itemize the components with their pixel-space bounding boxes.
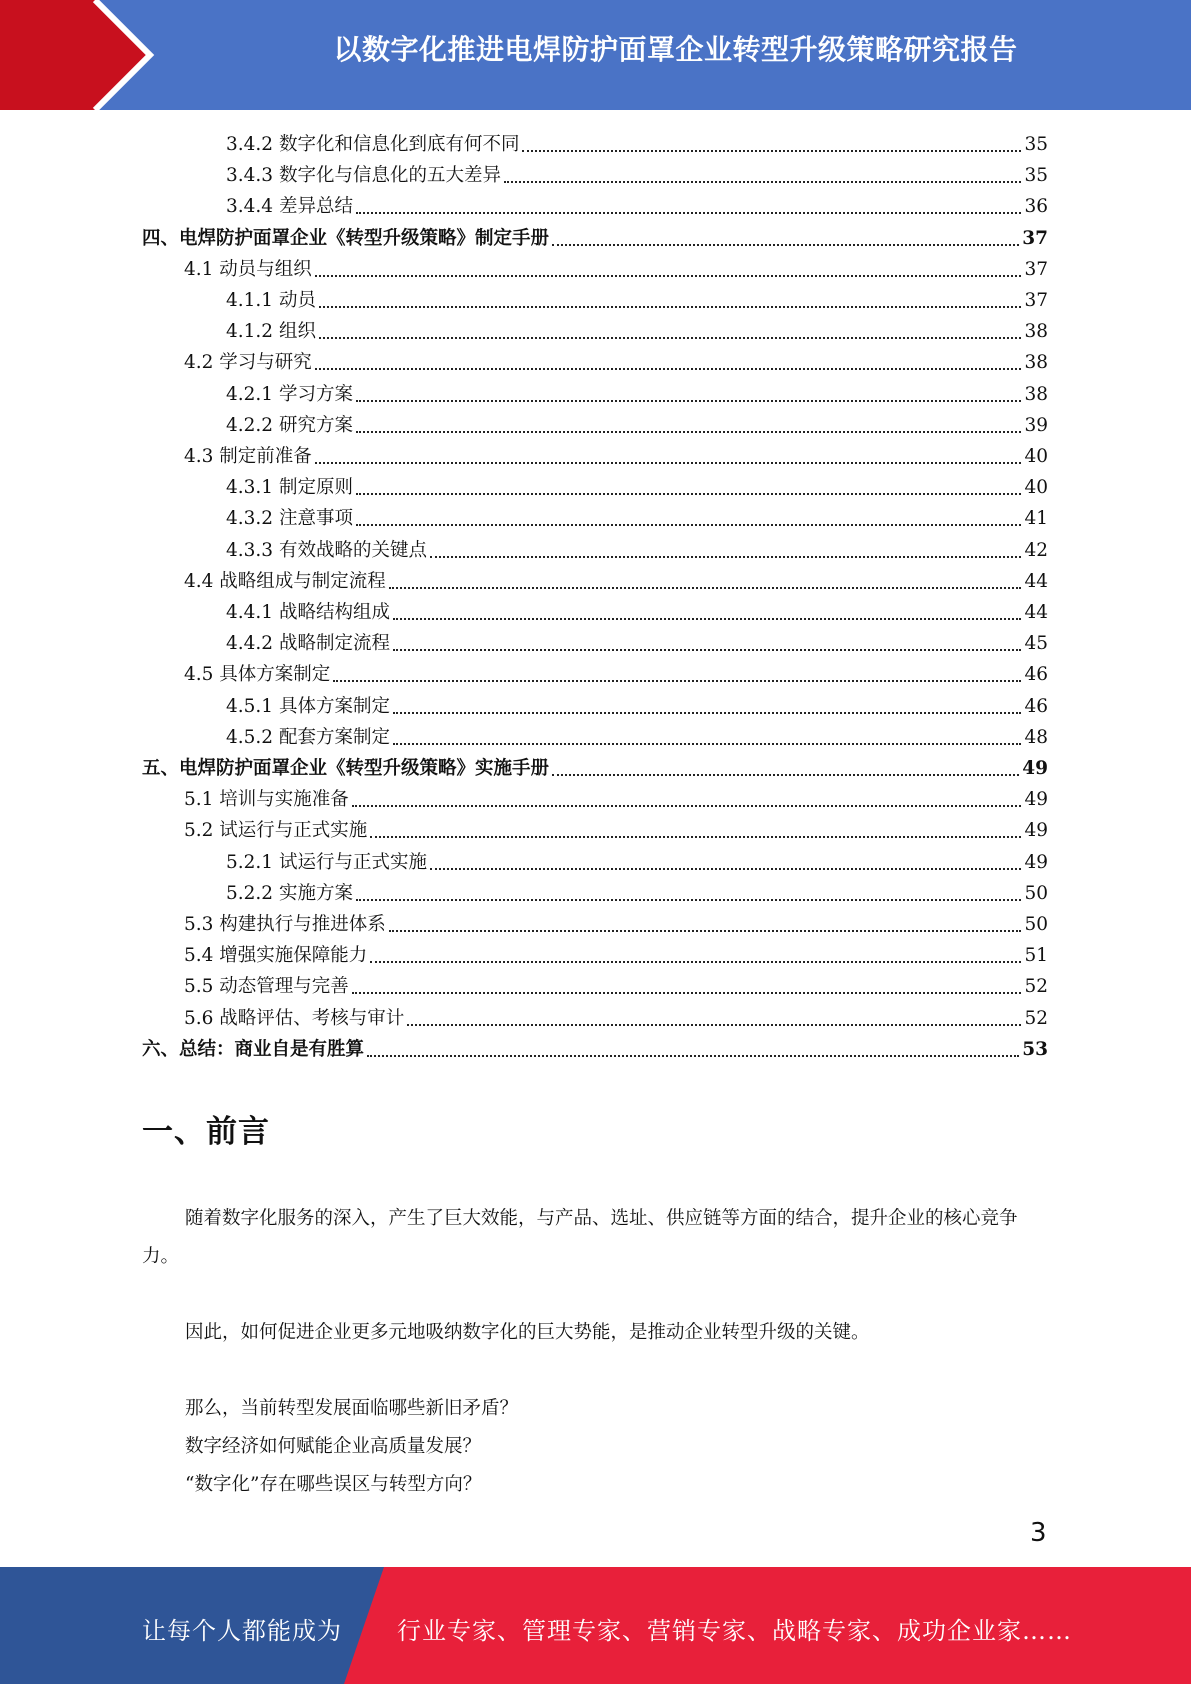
toc-entry-page: 50 <box>1024 882 1048 904</box>
toc-dot-leader <box>389 929 1022 932</box>
toc-entry-label: 4.5 具体方案制定 <box>184 664 331 686</box>
toc-entry-page: 42 <box>1024 539 1048 561</box>
toc-dot-leader <box>356 898 1022 901</box>
toc-dot-leader <box>393 648 1021 651</box>
toc-entry[interactable] <box>226 688 1048 719</box>
toc-entry-page: 44 <box>1024 570 1048 592</box>
toc-entry[interactable] <box>184 251 1048 282</box>
footer-slogan-left: 让每个人都能成为 <box>142 1617 342 1645</box>
toc-dot-leader <box>393 617 1021 620</box>
toc-dot-leader <box>389 586 1022 589</box>
toc-entry-page: 41 <box>1024 508 1048 530</box>
toc-entry-page: 37 <box>1024 258 1048 280</box>
toc-entry-label: 五、电焊防护面罩企业《转型升级策略》实施手册 <box>142 758 550 779</box>
toc-entry-page: 38 <box>1024 383 1048 405</box>
toc-dot-leader <box>352 804 1022 807</box>
toc-entry-label: 4.2.1 学习方案 <box>226 383 353 405</box>
toc-entry[interactable] <box>142 750 1048 781</box>
question-2: 数字经济如何赋能企业高质量发展？ <box>185 1436 482 1457</box>
toc-entry-page: 46 <box>1024 695 1048 717</box>
toc-entry[interactable] <box>184 656 1048 687</box>
toc-entry-label: 3.4.4 差异总结 <box>226 196 353 218</box>
toc-entry[interactable] <box>184 1000 1048 1031</box>
toc-entry-label: 4.3 制定前准备 <box>184 446 312 467</box>
toc-entry-label: 5.1 培训与实施准备 <box>184 789 349 811</box>
toc-dot-leader <box>370 835 1021 838</box>
toc-entry-label: 4.1 动员与组织 <box>184 258 312 280</box>
toc-entry[interactable] <box>226 188 1048 219</box>
toc-entry[interactable] <box>226 500 1048 531</box>
question-3: “数字化”存在哪些误区与转型方向？ <box>185 1474 482 1495</box>
toc-entry-page: 52 <box>1024 976 1048 998</box>
toc-dot-leader <box>356 430 1022 433</box>
toc-dot-leader <box>407 1023 1021 1026</box>
toc-dot-leader <box>430 555 1021 558</box>
toc-dot-leader <box>504 180 1021 183</box>
section-heading: 一、前言 <box>142 1114 270 1150</box>
toc-entry[interactable] <box>226 282 1048 313</box>
toc-entry[interactable] <box>184 812 1048 843</box>
toc-entry-label: 4.4.1 战略结构组成 <box>226 602 390 623</box>
toc-entry[interactable] <box>184 937 1048 968</box>
toc-entry-page: 39 <box>1024 414 1048 436</box>
toc-entry[interactable] <box>184 781 1048 812</box>
toc-entry[interactable] <box>142 220 1048 251</box>
toc-entry-page: 48 <box>1024 726 1048 748</box>
paragraph-2: 因此，如何促进企业更多元地吸纳数字化的巨大势能，是推动企业转型升级的关键。 <box>185 1322 870 1343</box>
toc-entry-page: 44 <box>1024 602 1048 623</box>
toc-dot-leader <box>319 336 1022 339</box>
toc-entry-page: 37 <box>1024 290 1048 311</box>
toc-entry-page: 52 <box>1024 1007 1048 1029</box>
toc-dot-leader <box>315 367 1022 370</box>
toc-entry-page: 53 <box>1022 1038 1048 1060</box>
toc-entry[interactable] <box>226 469 1048 500</box>
toc-entry[interactable] <box>226 625 1048 656</box>
toc-entry-page: 38 <box>1024 321 1048 343</box>
toc-dot-leader <box>315 274 1022 277</box>
toc-dot-leader <box>393 711 1021 714</box>
toc-entry[interactable] <box>184 344 1048 375</box>
toc-entry-label: 4.5.2 配套方案制定 <box>226 726 390 748</box>
toc-entry-page: 49 <box>1024 789 1048 811</box>
toc-entry[interactable] <box>226 126 1048 157</box>
document-title: 以数字化推进电焊防护面罩企业转型升级策略研究报告 <box>333 33 1018 66</box>
toc-dot-leader <box>367 1054 1019 1057</box>
toc-entry-label: 5.5 动态管理与完善 <box>184 976 349 998</box>
toc-entry-page: 49 <box>1024 851 1048 873</box>
toc-dot-leader <box>356 523 1022 526</box>
paragraph-1: 随着数字化服务的深入，产生了巨大效能，与产品、选址、供应链等方面的结合，提升企业的核心竞争力。 <box>142 1208 1018 1267</box>
toc-entry-label: 3.4.2 数字化和信息化到底有何不同 <box>226 134 520 155</box>
toc-entry[interactable] <box>184 968 1048 999</box>
page-header <box>0 0 1191 110</box>
toc-entry-label: 4.1.2 组织 <box>226 321 316 343</box>
toc-entry-page: 50 <box>1024 914 1048 935</box>
page-number: 3 <box>1030 1518 1047 1548</box>
toc-entry-label: 5.2.2 实施方案 <box>226 882 353 904</box>
toc-entry[interactable] <box>226 157 1048 188</box>
toc-entry-label: 5.2.1 试运行与正式实施 <box>226 851 427 873</box>
toc-dot-leader <box>315 461 1022 464</box>
toc-dot-leader <box>430 867 1021 870</box>
question-1: 那么，当前转型发展面临哪些新旧矛盾？ <box>185 1398 519 1419</box>
toc-dot-leader <box>552 773 1019 776</box>
toc-entry-page: 49 <box>1024 820 1048 842</box>
toc-entry-page: 51 <box>1024 945 1048 967</box>
toc-entry[interactable] <box>226 719 1048 750</box>
toc-dot-leader <box>352 991 1022 994</box>
toc-dot-leader <box>552 243 1019 246</box>
toc-entry-page: 46 <box>1024 664 1048 686</box>
toc-dot-leader <box>333 679 1021 682</box>
toc-entry[interactable] <box>142 1031 1048 1062</box>
toc-entry-label: 4.5.1 具体方案制定 <box>226 695 390 717</box>
toc-dot-leader <box>319 305 1022 308</box>
toc-entry[interactable] <box>226 313 1048 344</box>
footer-slogan-right: 行业专家、管理专家、营销专家、战略专家、成功企业家…… <box>397 1617 1072 1645</box>
toc-entry[interactable] <box>226 594 1048 625</box>
toc-entry-label: 六、总结：商业自是有胜算 <box>142 1038 365 1060</box>
toc-entry-label: 5.2 试运行与正式实施 <box>184 820 368 842</box>
toc-entry-page: 35 <box>1024 165 1048 187</box>
toc-entry-page: 45 <box>1024 633 1048 655</box>
toc-dot-leader <box>522 149 1021 152</box>
toc-entry-page: 38 <box>1024 352 1048 374</box>
toc-entry-label: 5.6 战略评估、考核与审计 <box>184 1007 405 1029</box>
toc-entry-page: 36 <box>1024 196 1048 218</box>
toc-entry[interactable] <box>184 906 1048 937</box>
toc-entry-label: 4.3.1 制定原则 <box>226 477 353 499</box>
toc-entry-label: 四、电焊防护面罩企业《转型升级策略》制定手册 <box>142 227 550 249</box>
toc-entry-page: 40 <box>1024 446 1048 467</box>
toc-entry[interactable] <box>184 438 1048 469</box>
toc-entry-label: 4.3.2 注意事项 <box>226 508 353 530</box>
toc-entry-page: 49 <box>1022 758 1048 779</box>
toc-entry[interactable] <box>226 407 1048 438</box>
toc-entry-label: 4.2.2 研究方案 <box>226 414 353 436</box>
toc-entry-label: 4.4.2 战略制定流程 <box>226 633 390 655</box>
toc-entry[interactable] <box>226 376 1048 407</box>
toc-dot-leader <box>356 399 1022 402</box>
toc-entry-label: 5.4 增强实施保障能力 <box>184 945 368 967</box>
toc-dot-leader <box>370 960 1021 963</box>
toc-entry-label: 5.3 构建执行与推进体系 <box>184 914 386 935</box>
toc-entry[interactable] <box>226 844 1048 875</box>
toc-entry-label: 4.1.1 动员 <box>226 290 316 311</box>
toc-dot-leader <box>393 742 1021 745</box>
toc-dot-leader <box>356 492 1022 495</box>
toc-entry-label: 4.2 学习与研究 <box>184 352 312 374</box>
toc-entry-label: 4.3.3 有效战略的关键点 <box>226 539 427 561</box>
toc-entry[interactable] <box>184 563 1048 594</box>
toc-dot-leader <box>356 211 1022 214</box>
toc-entry-label: 4.4 战略组成与制定流程 <box>184 570 386 592</box>
page-footer <box>0 1567 1191 1684</box>
toc-entry-page: 35 <box>1024 134 1048 155</box>
toc-entry-page: 37 <box>1022 227 1048 249</box>
toc-entry-label: 3.4.3 数字化与信息化的五大差异 <box>226 165 501 187</box>
toc-entry[interactable] <box>226 875 1048 906</box>
toc-entry-page: 40 <box>1024 477 1048 499</box>
toc-entry[interactable] <box>226 532 1048 563</box>
